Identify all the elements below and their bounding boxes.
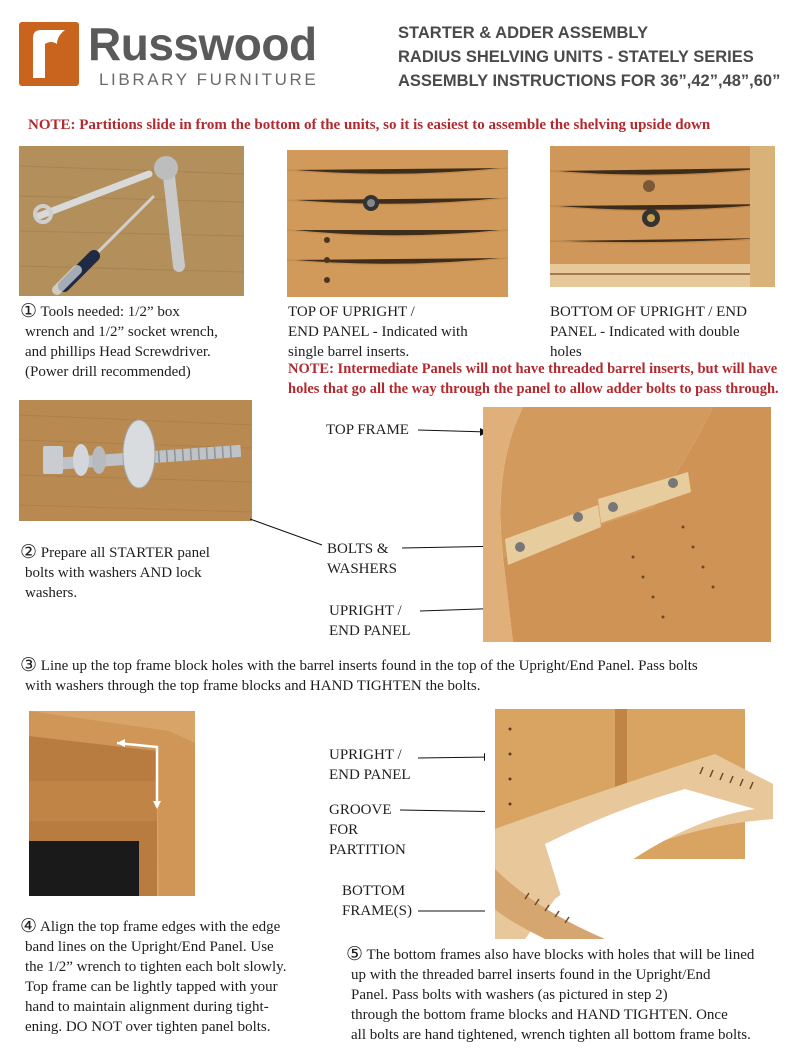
step4-line-2: band lines on the Upright/End Panel. Use <box>25 939 274 955</box>
bottom-upright-caption-2: PANEL - Indicated with double <box>550 324 740 340</box>
title-line-2: RADIUS SHELVING UNITS - STATELY SERIES <box>398 48 754 66</box>
step4-line-6: ening. DO NOT over tighten panel bolts. <box>25 1019 271 1035</box>
step5-line-4: through the bottom frame blocks and HAND TIGHTEN. Once <box>351 1007 728 1023</box>
intermediate-note-2: holes that go all the way through the panel to allow adder bolts to pass through. <box>288 381 779 397</box>
step4-line-1: Align the top frame edges with the edge <box>39 919 281 935</box>
top-frame-photo <box>483 407 771 642</box>
bottom-upright-caption-3: holes <box>550 344 582 360</box>
step3-number: ③ <box>20 655 38 676</box>
title-line-3: ASSEMBLY INSTRUCTIONS FOR 36”,42”,48”,60” <box>398 72 781 90</box>
step1-line-3: and phillips Head Screwdriver. <box>25 344 211 360</box>
label-upright-1a: UPRIGHT / <box>329 603 402 619</box>
label-bottom-frame-1: BOTTOM <box>342 883 406 899</box>
step5-line-5: all bolts are hand tightened, wrench tighten all bottom frame bolts. <box>351 1027 751 1043</box>
bottom-frame-photo <box>485 709 773 939</box>
label-bottom-frame-2: FRAME(S) <box>342 903 413 919</box>
step5-number: ⑤ <box>346 944 364 965</box>
step5-line-2: up with the threaded barrel inserts found in the Upright/End <box>351 967 711 983</box>
top-upright-caption-3: single barrel inserts. <box>288 344 410 360</box>
top-upright-caption-2: END PANEL - Indicated with <box>288 324 468 340</box>
label-bolts-washers-2: WASHERS <box>327 561 398 577</box>
brand-name: Russwood <box>88 18 317 70</box>
step5-line-1: The bottom frames also have blocks with holes that will be lined <box>366 947 755 963</box>
step2-number: ② <box>20 542 38 563</box>
top-note: NOTE: Partitions slide in from the bottom of the units, so it is easiest to assemble the shelving upside down <box>28 117 711 133</box>
brand-tagline: LIBRARY FURNITURE <box>99 70 319 89</box>
step1-line-1: Tools needed: 1/2” box <box>40 304 180 320</box>
edge-alignment-photo <box>29 711 195 896</box>
step4-line-5: hand to maintain alignment during tight- <box>25 999 269 1015</box>
step4-line-3: the 1/2” wrench to tighten each bolt slowly. <box>25 959 287 975</box>
label-groove-2: FOR <box>329 822 359 838</box>
label-upright-2b: END PANEL <box>329 767 411 783</box>
step2-line-1: Prepare all STARTER panel <box>40 545 210 561</box>
label-bolts-washers-1: BOLTS & <box>327 541 389 557</box>
step1-number: ① <box>20 301 38 322</box>
step4-line-4: Top frame can be lightly tapped with your <box>25 979 278 995</box>
step5-line-3: Panel. Pass bolts with washers (as pictured in step 2) <box>351 987 668 1003</box>
step2-line-3: washers. <box>25 585 78 601</box>
step4-number-line <box>20 917 280 937</box>
label-upright-2a: UPRIGHT / <box>329 747 402 763</box>
step5-number-line <box>346 945 754 965</box>
label-groove-1: GROOVE <box>329 802 392 818</box>
step3-line-2: with washers through the top frame blocks and HAND TIGHTEN the bolts. <box>25 678 481 694</box>
step3-line-1: Line up the top frame block holes with the barrel inserts found in the top of the Upright/End Panel. Pass bolts <box>40 658 698 674</box>
step2-number-line <box>20 543 210 563</box>
step3-number-line <box>20 656 698 676</box>
step4-number: ④ <box>20 916 38 937</box>
intermediate-note-1: NOTE: Intermediate Panels will not have threaded barrel inserts, but will have <box>288 361 778 377</box>
step1-line-4: (Power drill recommended) <box>25 364 191 380</box>
label-groove-3: PARTITION <box>329 842 406 858</box>
step2-line-2: bolts with washers AND lock <box>25 565 202 581</box>
step1-line-2: wrench and 1/2” socket wrench, <box>25 324 218 340</box>
bottom-upright-caption-1: BOTTOM OF UPRIGHT / END <box>550 304 747 320</box>
title-line-1: STARTER & ADDER ASSEMBLY <box>398 24 648 42</box>
top-upright-caption-1: TOP OF UPRIGHT / <box>288 304 415 320</box>
label-upright-1b: END PANEL <box>329 623 411 639</box>
label-top-frame: TOP FRAME <box>326 422 409 438</box>
